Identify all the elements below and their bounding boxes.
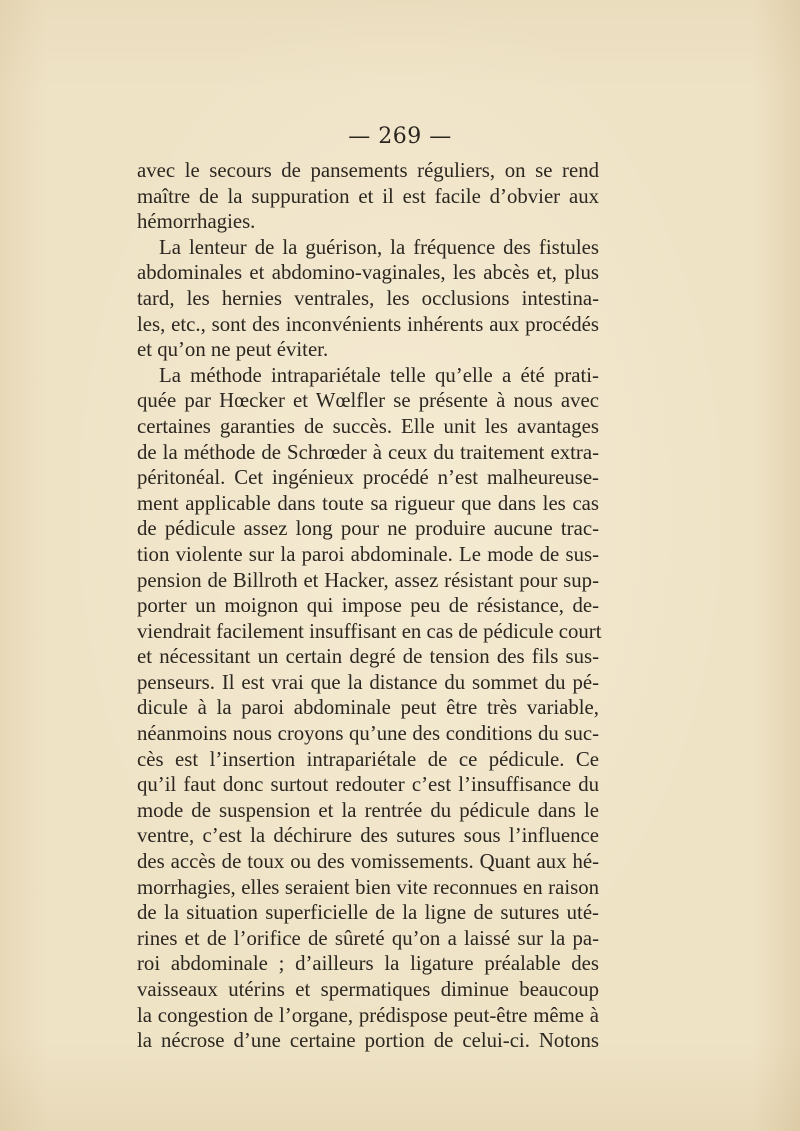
text-line: porter un moignon qui impose peu de résistance, de- [137, 594, 599, 618]
page-number: — 269 — [348, 124, 452, 149]
text-line: vaisseaux utérins et spermatiques diminue beaucoup [137, 978, 599, 1001]
text-line: maître de la suppuration et il est facile d’obvier aux [137, 184, 599, 208]
text-line: péritonéal. Cet ingénieux procédé n’est malheureuse- [137, 466, 599, 490]
text-line: et nécessitant un certain degré de tension des fils sus- [137, 645, 599, 669]
text-line: la nécrose d’une certaine portion de celui-ci. Notons [137, 1029, 599, 1053]
text-line: morrhagies, elles seraient bien vite reconnues en raison [137, 875, 599, 899]
text-line: ment applicable dans toute sa rigueur que dans les cas [137, 491, 599, 515]
text-line: cès est l’insertion intrapariétale de ce pédicule. Ce [137, 747, 599, 771]
text-line: rines et de l’orifice de sûreté qu’on a laissé sur la pa- [137, 926, 599, 950]
text-line: dicule à la paroi abdominale peut être très variable, [137, 696, 599, 720]
text-line: qu’il faut donc surtout redouter c’est l’insuffisance du [137, 773, 599, 797]
text-line: la congestion de l’organe, prédispose peut-être même à [137, 1003, 599, 1027]
text-line: avec le secours de pansements réguliers, on se rend [137, 159, 599, 182]
text-line: tard, les hernies ventrales, les occlusions intestina- [137, 286, 599, 310]
text-line: La lenteur de la guérison, la fréquence des fistules [159, 235, 599, 259]
text-line: certaines garanties de succès. Elle unit les avantages [137, 414, 599, 438]
text-line: hémorrhagies. [137, 210, 256, 234]
body-text [137, 158, 602, 1054]
text-line: viendrait facilement insuffisant en cas de pédicule court [137, 619, 602, 643]
text-line: néanmoins nous croyons qu’une des conditions du suc- [137, 722, 599, 746]
text-line: de la méthode de Schrœder à ceux du traitement extra- [137, 440, 599, 464]
text-line: tion violente sur la paroi abdominale. Le mode de sus- [137, 542, 599, 566]
text-line: La méthode intrapariétale telle qu’elle a été prati- [159, 363, 599, 387]
text-line: roi abdominale ; d’ailleurs la ligature préalable des [137, 952, 599, 976]
text-line: mode de suspension et la rentrée du pédicule dans le [137, 798, 599, 822]
text-line: des accès de toux ou des vomissements. Quant aux hé- [137, 850, 599, 874]
text-line: penseurs. Il est vrai que la distance du sommet du pé- [137, 670, 599, 694]
text-line: les, etc., sont des inconvénients inhérents aux procédés [137, 312, 599, 336]
text-line: ventre, c’est la déchirure des sutures sous l’influence [137, 824, 599, 848]
text-line: de pédicule assez long pour ne produire aucune trac- [137, 517, 599, 541]
text-line: pension de Billroth et Hacker, assez résistant pour sup- [137, 568, 599, 592]
text-line: quée par Hœcker et Wœlfler se présente à nous avec [137, 389, 599, 413]
text-line: et qu’on ne peut éviter. [137, 338, 329, 362]
text-line: abdominales et abdomino-vaginales, les abcès et, plus [137, 261, 599, 285]
text-line: de la situation superficielle de la ligne de sutures uté- [137, 901, 599, 925]
